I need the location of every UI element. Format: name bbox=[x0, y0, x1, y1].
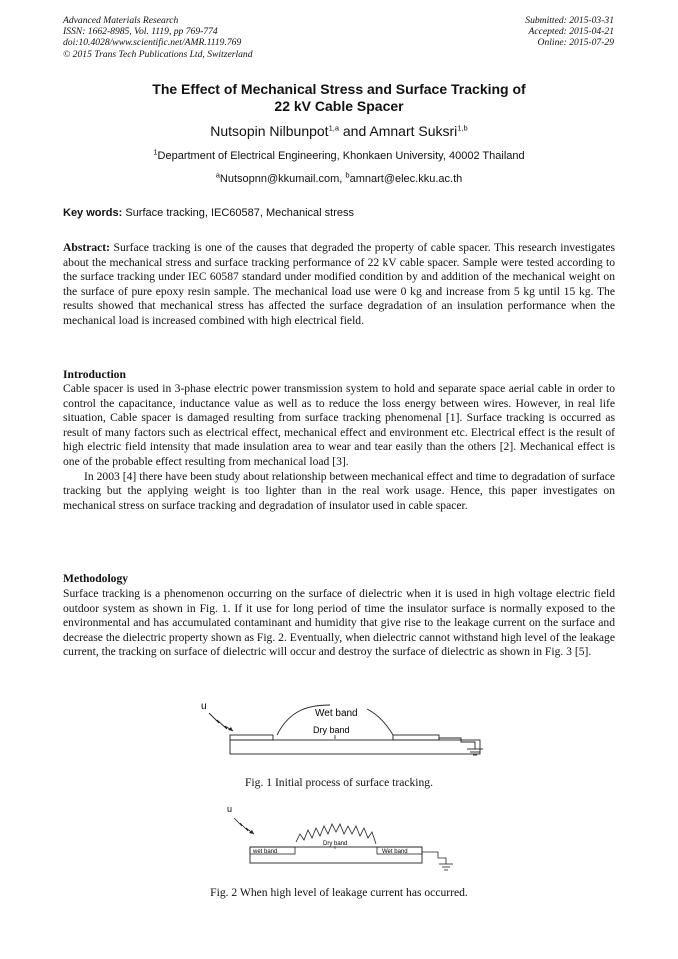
figure-1-diagram bbox=[195, 697, 495, 769]
journal-name: Advanced Materials Research bbox=[63, 15, 179, 26]
journal-header-right bbox=[525, 15, 614, 49]
introduction-body bbox=[63, 382, 615, 513]
fig1-dry-band-label: Dry band bbox=[313, 725, 350, 735]
date-accepted: Accepted: 2015-04-21 bbox=[528, 26, 614, 38]
introduction-paragraph-2: In 2003 [4] there have been study about relationship between mechanical effect and time to degradation of surface tracking but the applying weight is too lighter than in the real work usage. Hence, this paper investigates on mechanical stress on surface tracking and degradation of insulator used in cable spacer. bbox=[63, 469, 615, 512]
fig1-right-electrode bbox=[393, 735, 439, 740]
fig1-wet-band-arc-right bbox=[367, 709, 393, 735]
author-1: Nutsopin Nilbunpot bbox=[210, 123, 329, 139]
date-submitted: Submitted: 2015-03-31 bbox=[525, 15, 614, 26]
journal-issn: ISSN: 1662-8985, Vol. 1119, pp 769-774 bbox=[63, 26, 218, 38]
email-b: amnart@elec.kku.ac.th bbox=[349, 173, 463, 185]
affiliation bbox=[63, 149, 615, 163]
introduction-paragraph-1: Cable spacer is used in 3-phase electric power transmission system to hold and separate space aerial cable in order to control the capacitance, inductance value as well as to reduce the loss energy between wires. However, in real life situation, Cable spacer is damaged resulting from surface tracking phenomenal [1]. Surface tracking is occurred as result of many factors such as electrical effect, mechanical effect and environment etc. Electrical effect is the result of high electric field intensity that made insulation area to wear and tear easily than the others [2]. Mechanical effect is one of the probable effect resulting from mechanical load [3]. bbox=[63, 382, 615, 468]
figure-2-caption: Fig. 2 When high level of leakage current has occurred. bbox=[210, 886, 468, 899]
abstract-label: Abstract: bbox=[63, 241, 111, 254]
figure-1-caption: Fig. 1 Initial process of surface tracking. bbox=[244, 776, 434, 789]
fig1-u-label: u bbox=[201, 701, 207, 712]
title-line-1: The Effect of Mechanical Stress and Surface Tracking of bbox=[152, 81, 526, 97]
fig2-dry-band-label: Dry band bbox=[323, 841, 348, 847]
fig2-u-label: u bbox=[227, 804, 233, 814]
figure-2-diagram bbox=[224, 802, 464, 874]
fig1-arrow-head bbox=[228, 727, 233, 731]
methodology-paragraph-1: Surface tracking is a phenomenon occurring on the surface of dielectric when it is used in high voltage electric field outdoor system as shown in Fig. 1. If it use for long period of time the insulator surface is normally exposed to the environmental and has accumulated contaminant and humidity that give rise to the leakage current on the surface and decrease the dielectric property shown as Fig. 2. Eventually, when dielectric cannot withstand high level of the leakage current, the tracking on surface of dielectric will occur and destroy the surface of dielectric as shown in Fig. 3 [5]. bbox=[63, 587, 615, 659]
abstract-text: Surface tracking is one of the causes that degraded the property of cable spacer. This research investigates about the mechanical stress and surface tracking performance of 22 kV cable spacer. Sample were tested according to the surface tracking under IEC 60587 standard under modified condition by and addition of the mechanical weight on the surface of pure epoxy resin sample. The mechanical load use were 0 kg and increase from 5 kg until 15 kg. The results showed that mechanical stress has affected the surface degradation of an insulation performance when the mechanical load is increased combined with high electrical field. bbox=[63, 241, 615, 327]
author-2-affil-mark: 1,b bbox=[457, 123, 468, 133]
fig1-left-electrode bbox=[230, 735, 273, 740]
affiliation-text: Department of Electrical Engineering, Khonkaen University, 40002 Thailand bbox=[157, 150, 525, 162]
title-line-2: 22 kV Cable Spacer bbox=[274, 98, 404, 114]
date-online: Online: 2015-07-29 bbox=[537, 37, 614, 49]
fig2-ground-lead bbox=[422, 852, 446, 864]
keywords bbox=[63, 206, 615, 220]
email-mark-a: a bbox=[215, 170, 220, 180]
methodology-body bbox=[63, 587, 615, 660]
fig1-dielectric bbox=[230, 740, 480, 754]
affiliation-mark: 1 bbox=[153, 147, 158, 157]
author-emails bbox=[63, 172, 615, 186]
methodology-heading: Methodology bbox=[63, 572, 129, 585]
fig2-wet-band-left-label: wet band bbox=[253, 849, 278, 855]
author-1-affil-mark: 1,a bbox=[328, 123, 339, 133]
keywords-label: Key words: bbox=[63, 207, 123, 219]
abstract bbox=[63, 241, 615, 329]
journal-doi: doi:10.4028/www.scientific.net/AMR.1119.769 bbox=[63, 37, 242, 49]
journal-copyright: © 2015 Trans Tech Publications Ltd, Switzerland bbox=[63, 48, 253, 60]
fig2-wet-band-right-label: Wet band bbox=[382, 849, 408, 855]
paper-title bbox=[63, 81, 615, 115]
author-2: Amnart Suksri bbox=[369, 123, 458, 139]
email-a: Nutsopnn@kkumail.com, bbox=[219, 173, 346, 185]
author-conjunction: and bbox=[339, 123, 370, 139]
fig1-wet-band-label: Wet band bbox=[315, 708, 358, 719]
keywords-text: Surface tracking, IEC60587, Mechanical stress bbox=[122, 207, 355, 219]
journal-header-left bbox=[63, 15, 253, 60]
fig1-lightning-arrow bbox=[209, 713, 233, 731]
author-list bbox=[63, 122, 615, 140]
introduction-heading: Introduction bbox=[63, 368, 126, 381]
email-mark-b: b bbox=[345, 170, 350, 180]
